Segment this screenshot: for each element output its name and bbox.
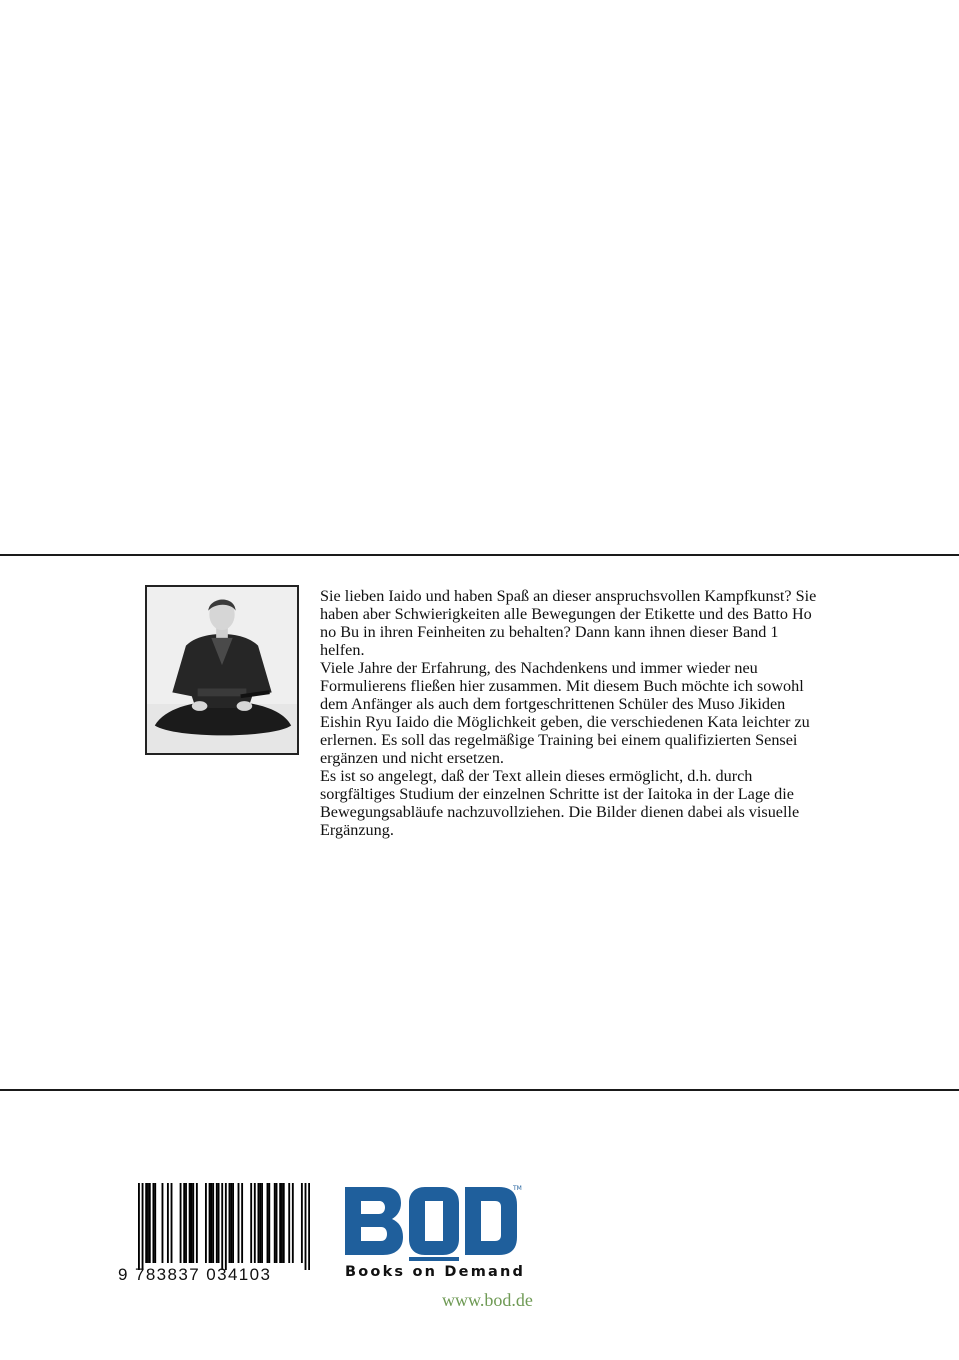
barcode-bar <box>142 1183 144 1270</box>
barcode-bar <box>189 1183 191 1263</box>
barcode-bar <box>232 1183 234 1263</box>
barcode-bar <box>191 1183 193 1263</box>
barcode-bar <box>308 1183 310 1270</box>
barcode-bar <box>288 1183 290 1263</box>
barcode-bar <box>281 1183 283 1263</box>
seated-iaido-figure-image <box>147 587 297 753</box>
barcode-bars <box>138 1183 310 1270</box>
barcode-bar <box>230 1183 232 1263</box>
barcode-bar <box>147 1183 149 1263</box>
barcode-bar <box>185 1183 187 1263</box>
barcode-bar <box>283 1183 285 1263</box>
barcode-bar <box>274 1183 276 1263</box>
barcode-bar <box>229 1183 231 1263</box>
barcode-bar <box>196 1183 198 1263</box>
barcode-bar <box>152 1183 154 1263</box>
barcode-bar <box>216 1183 218 1263</box>
publisher-url: www.bod.de <box>442 1290 533 1310</box>
trademark-symbol: TM <box>513 1185 522 1192</box>
barcode-bar <box>241 1183 243 1263</box>
blurb-paragraph: Es ist so angelegt, daß der Text allein dieses ermöglicht, d.h. durch sorgfältiges Studium der einzelnen Schritte ist der Iaitoka in der Lage die Bewegungsabläufe nachzuvollziehen. Die Bilder dienen dabei als visuelle Ergänzung. <box>320 767 800 839</box>
barcode-bar <box>138 1183 140 1270</box>
barcode-bar <box>268 1183 270 1263</box>
barcode-bar <box>192 1183 194 1263</box>
barcode-bar <box>225 1183 227 1270</box>
barcode-bar <box>257 1183 259 1263</box>
barcode-bar <box>183 1183 185 1263</box>
barcode-bar <box>250 1183 252 1263</box>
publisher-tagline: Books on Demand <box>345 1264 526 1280</box>
top-divider <box>0 554 959 556</box>
back-cover-blurb <box>320 587 820 839</box>
barcode-bar <box>209 1183 211 1263</box>
barcode-bar <box>292 1183 294 1263</box>
blurb-paragraph: Viele Jahre der Erfahrung, des Nachdenkens und immer wieder neu Formulierens fließen hier zusammen. Mit diesem Buch möchte ich sowohl dem Anfänger als auch dem fortgeschrittenen Schüler des Muso Jikiden Eishin Ryu Iaido die Möglichkeit geben, die verschiedenen Kata leichter zu erlernen. Es soll das regelmäßige Training bei einem qualifizierten Sensei ergänzen und nicht ersetzen. <box>320 659 810 767</box>
barcode-bar <box>301 1183 303 1263</box>
barcode-bar <box>212 1183 214 1263</box>
barcode-bar <box>259 1183 261 1263</box>
bod-logo-mark <box>343 1183 525 1261</box>
barcode-bar <box>261 1183 263 1263</box>
barcode-bar <box>267 1183 269 1263</box>
barcode-bar <box>238 1183 240 1263</box>
barcode-bar <box>205 1183 207 1263</box>
bottom-divider <box>0 1089 959 1091</box>
barcode-bar <box>171 1183 173 1263</box>
barcode-bar <box>145 1183 147 1263</box>
barcode-bar <box>149 1183 151 1263</box>
isbn-barcode <box>118 1180 318 1285</box>
barcode-bar <box>154 1183 156 1263</box>
barcode-bar <box>210 1183 212 1263</box>
barcode-bar <box>254 1183 256 1263</box>
barcode-bar <box>279 1183 281 1263</box>
blurb-paragraph: Sie lieben Iaido und haben Spaß an dieser anspruchsvollen Kampfkunst? Sie haben aber Schwierigkeiten alle Bewegungen der Etikette und des Batto Ho no Bu in ihren Feinheiten zu behalten? Dann kann ihnen dieser Band 1 helfen. <box>320 587 817 659</box>
barcode-bar <box>305 1183 307 1270</box>
barcode-bar <box>180 1183 182 1263</box>
barcode-bar <box>276 1183 278 1263</box>
author-photo <box>145 585 299 755</box>
barcode-bar <box>221 1183 223 1270</box>
isbn-number: 9 783837 034103 <box>118 1265 272 1284</box>
barcode-bar <box>167 1183 169 1263</box>
publisher-logo <box>343 1183 533 1283</box>
barcode-bar <box>162 1183 164 1263</box>
barcode-bar <box>218 1183 220 1263</box>
